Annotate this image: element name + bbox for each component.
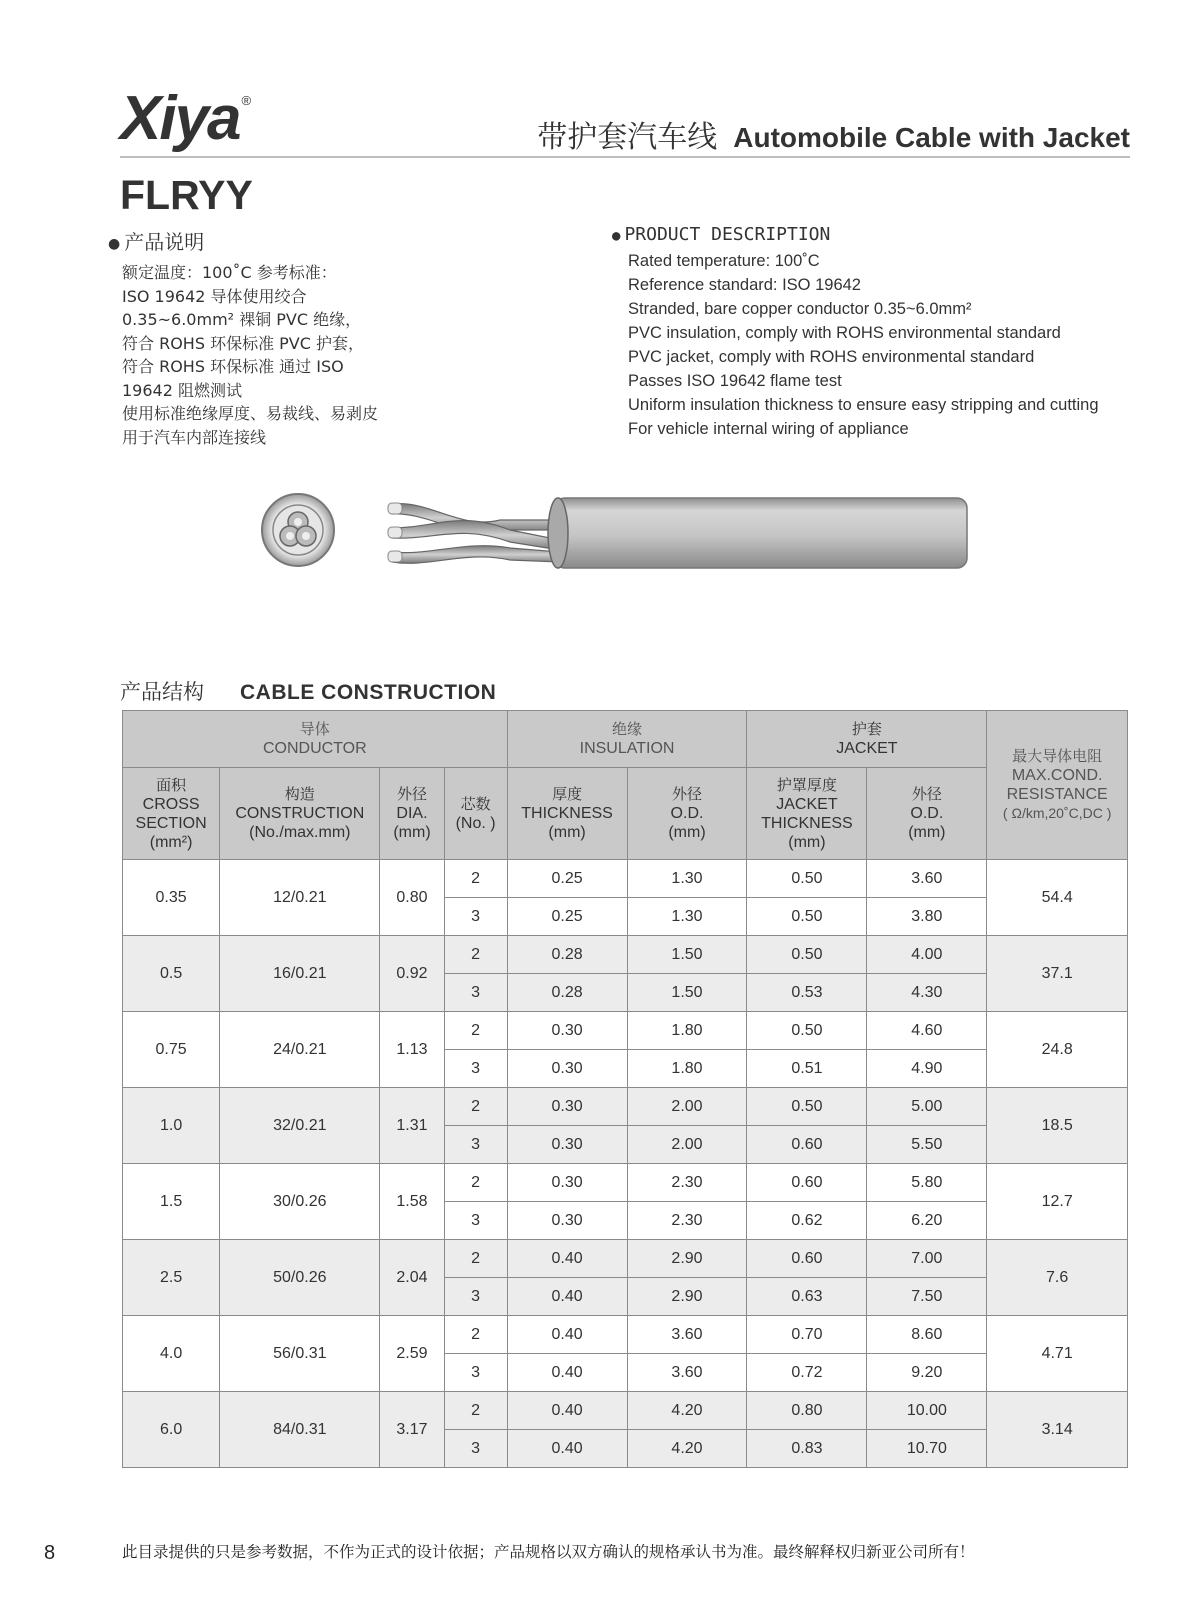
cell-insulation-od: 1.30 bbox=[627, 860, 747, 898]
cell-jacket-thickness: 0.53 bbox=[747, 974, 867, 1012]
cell-jacket-thickness: 0.70 bbox=[747, 1316, 867, 1354]
description-cn-line: ISO 19642 导体使用绞合 bbox=[122, 286, 307, 306]
page-title bbox=[537, 112, 1130, 156]
cell-jacket-od: 5.80 bbox=[867, 1164, 987, 1202]
description-en-line: Reference standard: ISO 19642 bbox=[628, 276, 861, 294]
cell-insulation-od: 2.90 bbox=[627, 1240, 747, 1278]
description-en-line: PVC insulation, comply with ROHS environmental standard bbox=[628, 324, 1061, 342]
cell-jacket-od: 5.00 bbox=[867, 1088, 987, 1126]
cell-cores: 2 bbox=[444, 860, 507, 898]
cell-diameter: 2.59 bbox=[380, 1316, 444, 1392]
cell-insulation-thickness: 0.40 bbox=[507, 1240, 627, 1278]
cell-insulation-od: 4.20 bbox=[627, 1392, 747, 1430]
cell-insulation-thickness: 0.40 bbox=[507, 1278, 627, 1316]
description-en-line: For vehicle internal wiring of appliance bbox=[628, 420, 909, 438]
cell-cross-section: 0.35 bbox=[123, 860, 220, 936]
cell-cores: 3 bbox=[444, 974, 507, 1012]
cell-insulation-od: 2.90 bbox=[627, 1278, 747, 1316]
cell-resistance: 54.4 bbox=[987, 860, 1128, 936]
header-diameter: 外径 DIA. (mm) bbox=[380, 768, 444, 860]
cell-cores: 3 bbox=[444, 898, 507, 936]
header-resistance: 最大导体电阻 MAX.COND. RESISTANCE ( Ω/km,20˚C,DC ) bbox=[987, 711, 1128, 860]
cable-side-view bbox=[388, 498, 967, 568]
cell-jacket-od: 3.80 bbox=[867, 898, 987, 936]
cell-cores: 2 bbox=[444, 1012, 507, 1050]
description-cn-line: 额定温度：100˚C 参考标准： bbox=[122, 263, 337, 282]
header-insulation: 绝缘 INSULATION bbox=[507, 711, 747, 768]
description-en-line: Rated temperature: 100˚C bbox=[628, 252, 820, 270]
header-conductor: 导体 CONDUCTOR bbox=[123, 711, 508, 768]
cell-construction: 32/0.21 bbox=[220, 1088, 380, 1164]
cell-insulation-thickness: 0.30 bbox=[507, 1126, 627, 1164]
cell-jacket-od: 8.60 bbox=[867, 1316, 987, 1354]
section-title-cn: 产品结构 bbox=[120, 680, 204, 704]
header-insulation-thickness: 厚度 THICKNESS (mm) bbox=[507, 768, 627, 860]
cell-jacket-od: 9.20 bbox=[867, 1354, 987, 1392]
cell-construction: 84/0.31 bbox=[220, 1392, 380, 1468]
cell-insulation-thickness: 0.25 bbox=[507, 860, 627, 898]
cell-insulation-od: 2.30 bbox=[627, 1202, 747, 1240]
cell-resistance: 3.14 bbox=[987, 1392, 1128, 1468]
cell-jacket-thickness: 0.80 bbox=[747, 1392, 867, 1430]
cell-diameter: 1.58 bbox=[380, 1164, 444, 1240]
cell-diameter: 1.31 bbox=[380, 1088, 444, 1164]
cell-diameter: 1.13 bbox=[380, 1012, 444, 1088]
cable-construction-table bbox=[122, 710, 1128, 1468]
cell-jacket-od: 4.30 bbox=[867, 974, 987, 1012]
cell-jacket-od: 7.00 bbox=[867, 1240, 987, 1278]
cell-insulation-od: 3.60 bbox=[627, 1354, 747, 1392]
cell-jacket-thickness: 0.72 bbox=[747, 1354, 867, 1392]
model-name: FLRYY bbox=[120, 172, 253, 218]
cell-insulation-thickness: 0.30 bbox=[507, 1012, 627, 1050]
cell-jacket-thickness: 0.50 bbox=[747, 936, 867, 974]
cell-insulation-thickness: 0.40 bbox=[507, 1354, 627, 1392]
cell-jacket-thickness: 0.50 bbox=[747, 1012, 867, 1050]
cell-diameter: 0.92 bbox=[380, 936, 444, 1012]
cell-jacket-thickness: 0.50 bbox=[747, 860, 867, 898]
page-number: 8 bbox=[44, 1542, 56, 1564]
cell-cores: 3 bbox=[444, 1202, 507, 1240]
cell-construction: 12/0.21 bbox=[220, 860, 380, 936]
cell-construction: 56/0.31 bbox=[220, 1316, 380, 1392]
header-construction: 构造 CONSTRUCTION (No./max.mm) bbox=[220, 768, 380, 860]
cell-insulation-od: 1.80 bbox=[627, 1050, 747, 1088]
cell-diameter: 3.17 bbox=[380, 1392, 444, 1468]
cell-cores: 2 bbox=[444, 1316, 507, 1354]
cell-cores: 3 bbox=[444, 1354, 507, 1392]
cell-jacket-od: 4.90 bbox=[867, 1050, 987, 1088]
table-row bbox=[123, 1392, 1128, 1430]
cable-illustration bbox=[260, 490, 1000, 600]
cell-jacket-thickness: 0.60 bbox=[747, 1240, 867, 1278]
cell-cross-section: 6.0 bbox=[123, 1392, 220, 1468]
cell-diameter: 0.80 bbox=[380, 860, 444, 936]
cell-cores: 2 bbox=[444, 936, 507, 974]
cell-jacket-od: 10.00 bbox=[867, 1392, 987, 1430]
cell-resistance: 7.6 bbox=[987, 1240, 1128, 1316]
cell-jacket-od: 4.60 bbox=[867, 1012, 987, 1050]
cell-jacket-thickness: 0.63 bbox=[747, 1278, 867, 1316]
section-title bbox=[120, 676, 496, 706]
cell-resistance: 37.1 bbox=[987, 936, 1128, 1012]
table-row bbox=[123, 860, 1128, 898]
cell-jacket-thickness: 0.51 bbox=[747, 1050, 867, 1088]
description-cn-line: 19642 阻燃测试 bbox=[122, 380, 242, 400]
cell-resistance: 18.5 bbox=[987, 1088, 1128, 1164]
cell-insulation-thickness: 0.28 bbox=[507, 974, 627, 1012]
header-cores: 芯数 (No. ) bbox=[444, 768, 507, 860]
cell-jacket-od: 4.00 bbox=[867, 936, 987, 974]
cell-cores: 3 bbox=[444, 1278, 507, 1316]
cell-cross-section: 0.5 bbox=[123, 936, 220, 1012]
cell-cross-section: 0.75 bbox=[123, 1012, 220, 1088]
description-cn bbox=[108, 226, 508, 449]
page-title-cn: 带护套汽车线 bbox=[537, 120, 718, 155]
cell-resistance: 4.71 bbox=[987, 1316, 1128, 1392]
cell-jacket-od: 6.20 bbox=[867, 1202, 987, 1240]
cell-insulation-thickness: 0.40 bbox=[507, 1392, 627, 1430]
cell-cross-section: 1.0 bbox=[123, 1088, 220, 1164]
cell-jacket-thickness: 0.50 bbox=[747, 898, 867, 936]
page-title-en: Automobile Cable with Jacket bbox=[733, 122, 1130, 153]
cell-jacket-od: 3.60 bbox=[867, 860, 987, 898]
header-jacket: 护套 JACKET bbox=[747, 711, 987, 768]
table-row bbox=[123, 936, 1128, 974]
cell-construction: 16/0.21 bbox=[220, 936, 380, 1012]
cell-resistance: 12.7 bbox=[987, 1164, 1128, 1240]
cell-resistance: 24.8 bbox=[987, 1012, 1128, 1088]
description-en-heading: ● PRODUCT DESCRIPTION bbox=[612, 224, 831, 245]
description-cn-line: 符合 ROHS 环保标准 PVC 护套， bbox=[122, 333, 365, 353]
cell-cores: 2 bbox=[444, 1392, 507, 1430]
cell-insulation-thickness: 0.30 bbox=[507, 1050, 627, 1088]
table-row bbox=[123, 1316, 1128, 1354]
table-row bbox=[123, 1164, 1128, 1202]
cell-insulation-thickness: 0.30 bbox=[507, 1202, 627, 1240]
footer-disclaimer: 此目录提供的只是参考数据，不作为正式的设计依据；产品规格以双方确认的规格承认书为准。最终解释权归新亚公司所有！ bbox=[122, 1543, 975, 1561]
cell-insulation-od: 1.50 bbox=[627, 974, 747, 1012]
cell-cross-section: 1.5 bbox=[123, 1164, 220, 1240]
description-cn-heading: ● 产品说明 bbox=[108, 230, 205, 254]
table-row bbox=[123, 1240, 1128, 1278]
cell-insulation-thickness: 0.30 bbox=[507, 1164, 627, 1202]
cell-insulation-thickness: 0.40 bbox=[507, 1316, 627, 1354]
cell-insulation-od: 2.30 bbox=[627, 1164, 747, 1202]
description-cn-line: 符合 ROHS 环保标准 通过 ISO bbox=[122, 357, 344, 376]
cell-construction: 24/0.21 bbox=[220, 1012, 380, 1088]
cell-insulation-od: 1.80 bbox=[627, 1012, 747, 1050]
cell-jacket-thickness: 0.83 bbox=[747, 1430, 867, 1468]
cell-insulation-od: 2.00 bbox=[627, 1126, 747, 1164]
cell-jacket-thickness: 0.62 bbox=[747, 1202, 867, 1240]
cell-insulation-od: 1.50 bbox=[627, 936, 747, 974]
cell-cross-section: 4.0 bbox=[123, 1316, 220, 1392]
cell-insulation-thickness: 0.28 bbox=[507, 936, 627, 974]
description-en bbox=[612, 224, 1152, 441]
cell-insulation-thickness: 0.25 bbox=[507, 898, 627, 936]
table-body bbox=[123, 860, 1128, 1468]
description-en-line: PVC jacket, comply with ROHS environmental standard bbox=[628, 348, 1035, 366]
cell-insulation-od: 2.00 bbox=[627, 1088, 747, 1126]
cell-insulation-thickness: 0.40 bbox=[507, 1430, 627, 1468]
cell-jacket-od: 5.50 bbox=[867, 1126, 987, 1164]
description-cn-line: 0.35~6.0mm² 裸铜 PVC 绝缘， bbox=[122, 310, 362, 329]
cell-jacket-thickness: 0.60 bbox=[747, 1164, 867, 1202]
cell-cores: 3 bbox=[444, 1126, 507, 1164]
cell-cores: 2 bbox=[444, 1088, 507, 1126]
cell-jacket-od: 10.70 bbox=[867, 1430, 987, 1468]
brand-logo: Xiya ® bbox=[120, 84, 250, 153]
cell-insulation-od: 3.60 bbox=[627, 1316, 747, 1354]
description-en-line: Uniform insulation thickness to ensure easy stripping and cutting bbox=[628, 396, 1099, 414]
cell-cores: 3 bbox=[444, 1050, 507, 1088]
cable-cross-section bbox=[262, 494, 334, 566]
cell-jacket-od: 7.50 bbox=[867, 1278, 987, 1316]
cell-construction: 30/0.26 bbox=[220, 1164, 380, 1240]
description-en-line: Passes ISO 19642 flame test bbox=[628, 372, 842, 390]
description-cn-line: 用于汽车内部连接线 bbox=[122, 427, 267, 447]
header-jacket-thickness: 护罩厚度 JACKET THICKNESS (mm) bbox=[747, 768, 867, 860]
table-row bbox=[123, 1088, 1128, 1126]
cell-insulation-od: 1.30 bbox=[627, 898, 747, 936]
cell-diameter: 2.04 bbox=[380, 1240, 444, 1316]
cell-jacket-thickness: 0.60 bbox=[747, 1126, 867, 1164]
header-insulation-od: 外径 O.D. (mm) bbox=[627, 768, 747, 860]
cell-jacket-thickness: 0.50 bbox=[747, 1088, 867, 1126]
header-jacket-od: 外径 O.D. (mm) bbox=[867, 768, 987, 860]
cell-insulation-od: 4.20 bbox=[627, 1430, 747, 1468]
cell-cores: 2 bbox=[444, 1240, 507, 1278]
section-title-en: CABLE CONSTRUCTION bbox=[240, 681, 497, 704]
header-cross-section: 面积 CROSS SECTION (mm²) bbox=[123, 768, 220, 860]
cell-cross-section: 2.5 bbox=[123, 1240, 220, 1316]
cell-cores: 3 bbox=[444, 1430, 507, 1468]
cell-insulation-thickness: 0.30 bbox=[507, 1088, 627, 1126]
table-row bbox=[123, 1012, 1128, 1050]
header-divider bbox=[120, 156, 1130, 158]
description-en-line: Stranded, bare copper conductor 0.35~6.0mm² bbox=[628, 300, 972, 318]
cell-construction: 50/0.26 bbox=[220, 1240, 380, 1316]
description-cn-line: 使用标准绝缘厚度、易裁线、易剥皮 bbox=[122, 404, 379, 423]
cell-cores: 2 bbox=[444, 1164, 507, 1202]
